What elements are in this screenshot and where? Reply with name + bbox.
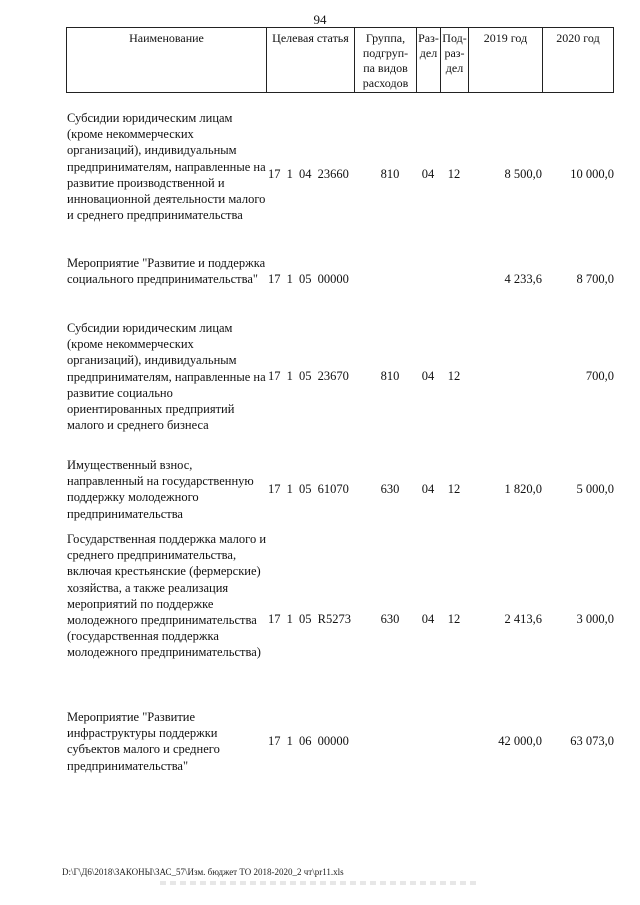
row-group: 630 [380,482,400,496]
row-2019: 1 820,0 [504,482,542,496]
row-section: 04 [421,369,435,383]
row-target-code: 17 1 05 00000 [268,272,349,286]
row-2020: 700,0 [585,369,614,383]
row-subsection: 12 [447,167,461,181]
row-group: 810 [380,167,400,181]
row-group: 810 [380,369,400,383]
header-2019-label: 2019 год [483,31,528,45]
header-target-label: Целевая статья [272,31,349,45]
file-path-footer: D:\Г\Д6\2018\ЗАКОНЫ\ЗАС_57\Изм. бюджет ТО 2018-2020_2 чт\pr11.xls [62,867,344,877]
row-target-code: 17 1 05 R5273 [268,612,351,626]
row-2019: 42 000,0 [498,734,542,748]
header-section-label: Раз-дел [418,31,439,60]
row-subsection: 12 [447,369,461,383]
row-target-code: 17 1 04 23660 [268,167,349,181]
row-name: Государственная поддержка малого и среднего предпринимательства, включая крестьянские (фермерские) хозяйства, а также реализация мероприятий по поддержке молодежного предпринимательства (государственная поддержка молодежного предпринимательства) [67,532,267,660]
header-subsection [440,27,468,93]
row-name: Мероприятие "Развитие и поддержка социального предпринимательства" [67,256,266,287]
row-2020: 10 000,0 [570,167,614,181]
header-name-label: Наименование [129,31,204,45]
row-name: Субсидии юридическим лицам (кроме некоммерческих организаций), индивидуальным предпринимателям, направленные на развитие производственной и инновационной деятельности малого и среднего предпринимательства [67,111,266,223]
header-2020 [542,27,614,93]
row-2019: 4 233,6 [504,272,542,286]
row-name: Субсидии юридическим лицам (кроме некоммерческих организаций), индивидуальным предпринимателям, направленные на развитие социально ориентированных предприятий малого и среднего бизнеса [67,321,266,433]
header-group [354,27,416,93]
header-name [66,27,266,93]
row-name: Имущественный взнос, направленный на государственную поддержку молодежного предпринимательства [67,458,254,521]
page-number: 94 [313,12,327,27]
row-2020: 8 700,0 [576,272,614,286]
row-group: 630 [380,612,400,626]
row-section: 04 [421,612,435,626]
scan-artifact [160,881,480,885]
row-target-code: 17 1 06 00000 [268,734,349,748]
row-name: Мероприятие "Развитие инфраструктуры поддержки субъектов малого и среднего предпринимательства" [67,710,220,773]
row-subsection: 12 [447,482,461,496]
row-target-code: 17 1 05 23670 [268,369,349,383]
row-2020: 63 073,0 [570,734,614,748]
row-section: 04 [421,167,435,181]
header-target [266,27,354,93]
header-subsection-label: Под-раз-дел [442,31,467,75]
row-2020: 5 000,0 [576,482,614,496]
row-2019: 8 500,0 [504,167,542,181]
row-subsection: 12 [447,612,461,626]
header-2019 [468,27,542,93]
row-2020: 3 000,0 [576,612,614,626]
row-2019: 2 413,6 [504,612,542,626]
header-section [416,27,440,93]
header-2020-label: 2020 год [556,31,600,45]
row-target-code: 17 1 05 61070 [268,482,349,496]
row-section: 04 [421,482,435,496]
header-group-label: Группа, подгруп-па видов расходов [362,31,409,90]
